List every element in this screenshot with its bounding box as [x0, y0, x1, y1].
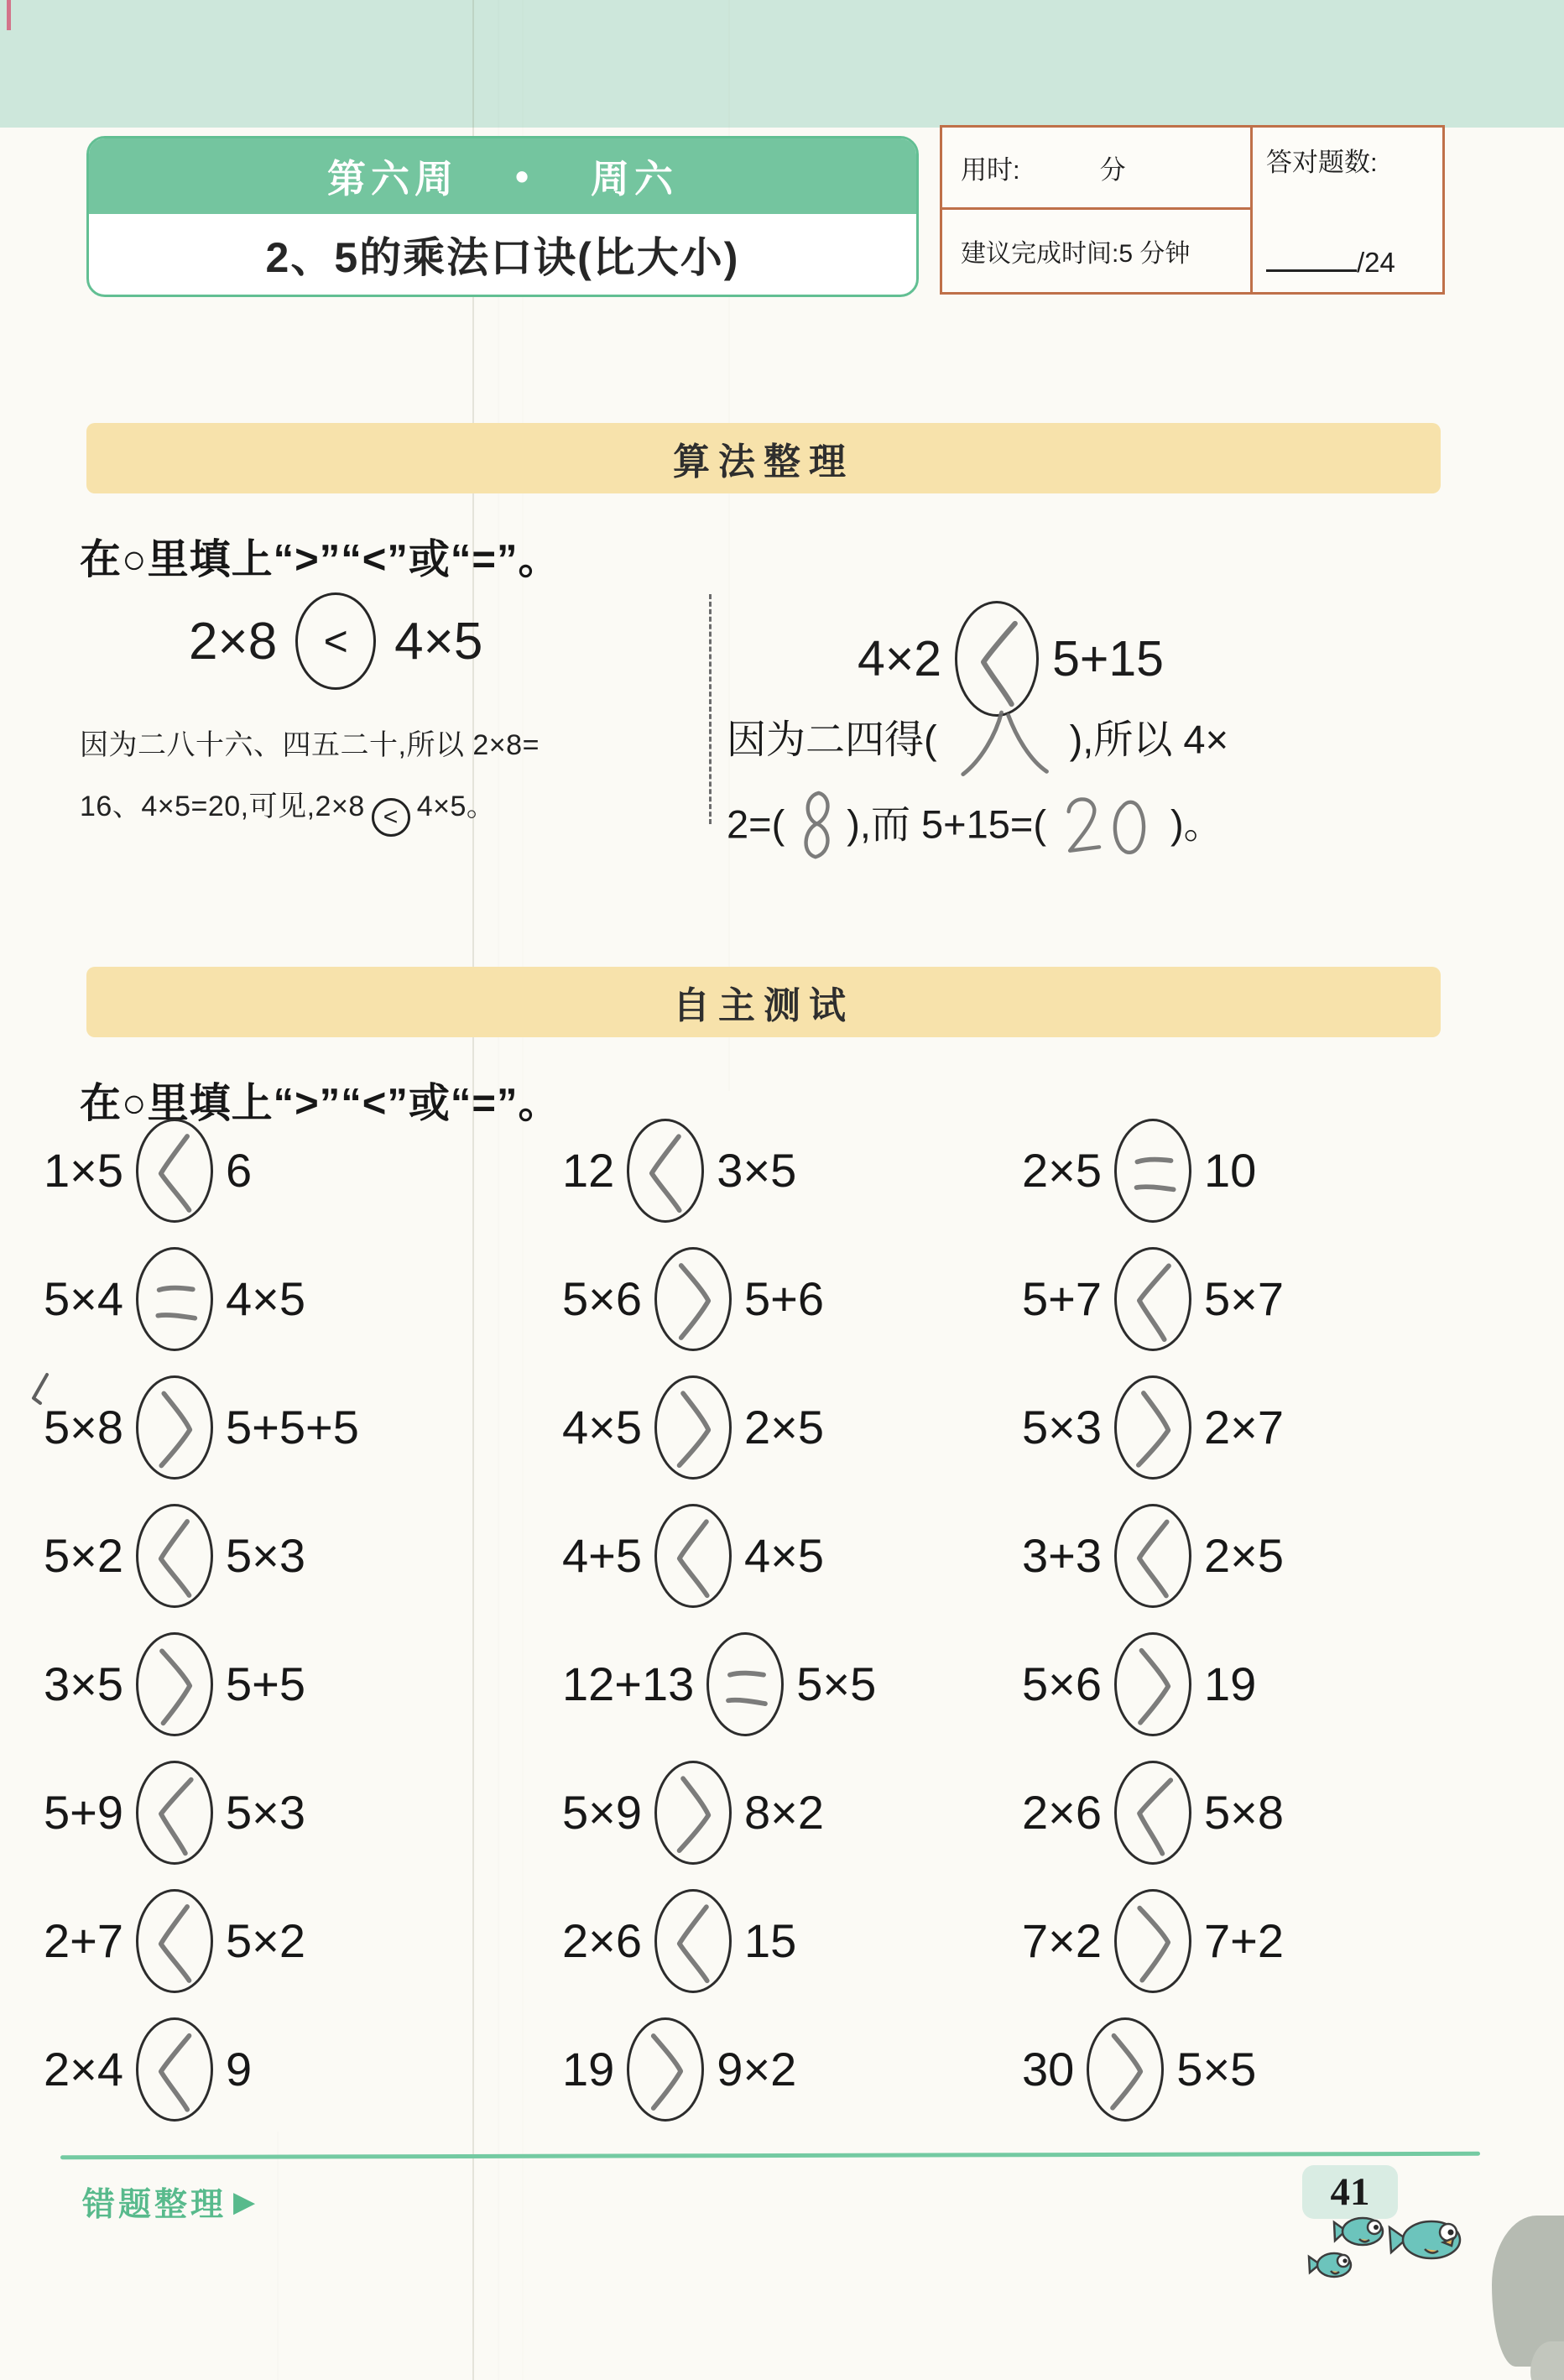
dot-separator: • [514, 154, 534, 198]
comparison-problem [44, 2017, 562, 2122]
right-expression: 2×5 [744, 1401, 824, 1454]
right-expression: 9×2 [717, 2043, 797, 2096]
right-expression: 5×7 [1204, 1272, 1284, 1325]
left-expression: 5×6 [562, 1272, 642, 1325]
comparison-problem [1022, 1119, 1529, 1223]
left-expression: 19 [562, 2043, 615, 2096]
right-expression: 9 [226, 2043, 253, 2096]
day-label: 周六 [591, 157, 679, 201]
wrong-problems-link [82, 2179, 255, 2226]
comparison-problem [1022, 1247, 1529, 1351]
page-number-badge: 41 [1302, 2165, 1398, 2219]
right-expression: 19 [1204, 1657, 1257, 1710]
explanation-line1: 因为二八十六、四五二十,所以 2×8= [80, 729, 540, 761]
comparison-problem [1022, 1375, 1529, 1480]
week-label: 第六周 [326, 157, 458, 201]
right-expression: 4×5 [744, 1529, 824, 1582]
score-total: /24 [1357, 247, 1395, 278]
left-expression: 5×2 [44, 1529, 123, 1582]
lesson-title-box [86, 136, 919, 297]
answer-circle-handwritten [627, 1119, 704, 1223]
wrong-problems-label: 错题整理 [82, 2187, 227, 2223]
left-expression: 4+5 [562, 1529, 642, 1582]
answer-circle-handwritten [136, 1375, 213, 1480]
torn-paper-corner [1492, 2216, 1564, 2367]
example-right-explanation [727, 702, 1557, 871]
answer-circle-handwritten [1114, 1247, 1191, 1351]
explanation-text: 2=( [727, 801, 785, 847]
left-expression: 5×3 [1022, 1401, 1102, 1454]
fish-illustration [1292, 2200, 1510, 2310]
right-expression: 15 [744, 1914, 797, 1967]
answer-circle-handwritten [136, 1247, 213, 1351]
answer-circle-handwritten [136, 1889, 213, 1993]
right-expression: 7+2 [1204, 1914, 1284, 1967]
comparison-problem [1022, 1889, 1529, 1993]
left-expression: 5×9 [562, 1786, 642, 1839]
explanation-text: 因为二四得( [727, 717, 937, 762]
comparison-problem [562, 2017, 1022, 2122]
comparison-problem [1022, 1632, 1529, 1736]
comparison-problem [44, 1375, 562, 1480]
answer-circle-handwritten [136, 1632, 213, 1736]
right-expression: 4×5 [226, 1272, 305, 1325]
answer-circle-handwritten [654, 1375, 732, 1480]
minutes-unit: 分 [1099, 155, 1126, 185]
instruction-selftest: 在○里填上“>”“<”或“=”。 [80, 1081, 560, 1126]
explanation-text: ),而 5+15=( [847, 801, 1046, 847]
left-expression: 30 [1022, 2043, 1075, 2096]
left-expression: 12+13 [562, 1657, 695, 1710]
answer-circle: < [295, 592, 376, 690]
left-expression: 12 [562, 1144, 615, 1197]
explanation-line2: 16、4×5=20,可见,2×8 [80, 791, 365, 823]
stray-pencil-mark [29, 1370, 62, 1412]
answer-circle-handwritten [136, 1119, 213, 1223]
score-entry [1266, 244, 1395, 279]
right-expression: 8×2 [744, 1786, 824, 1839]
left-expression: 4×2 [858, 631, 942, 686]
right-expression: 5×5 [796, 1657, 877, 1710]
left-expression: 5+9 [44, 1786, 123, 1839]
time-column [942, 128, 1253, 292]
answer-circle-handwritten [706, 1632, 784, 1736]
left-expression: 1×5 [44, 1144, 123, 1197]
comparison-problem [562, 1761, 1022, 1865]
comparison-problem [562, 1632, 1022, 1736]
left-expression: 3×5 [44, 1657, 123, 1710]
score-label: 答对题数: [1266, 148, 1378, 177]
score-blank-line [1266, 244, 1357, 272]
section-heading-algorithm: 算法整理 [86, 423, 1441, 493]
answer-circle-handwritten [654, 1889, 732, 1993]
time-used-row [942, 128, 1250, 210]
answer-circle-handwritten [1114, 1504, 1191, 1608]
answer-circle-handwritten [654, 1247, 732, 1351]
answer-circle-handwritten [136, 1504, 213, 1608]
left-expression: 2×6 [1022, 1786, 1102, 1839]
right-expression: 5×8 [1204, 1786, 1284, 1839]
explanation-line2-end: 4×5。 [416, 791, 496, 823]
right-expression: 2×5 [1204, 1529, 1284, 1582]
footer-divider-line [60, 2152, 1480, 2159]
comparison-problem [44, 1504, 562, 1608]
answer-circle-handwritten [654, 1761, 732, 1865]
comparison-problem [562, 1504, 1022, 1608]
comparison-problem [1022, 1761, 1529, 1865]
right-expression: 6 [226, 1144, 253, 1197]
example-right-formula [858, 601, 1164, 717]
comparison-problem [1022, 1504, 1529, 1608]
time-score-box [940, 125, 1445, 295]
answer-circle-handwritten [1114, 1889, 1191, 1993]
comparison-problem [562, 1375, 1022, 1480]
explanation-text: )。 [1170, 801, 1223, 847]
comparison-problem [562, 1889, 1022, 1993]
answer-circle-handwritten [955, 601, 1039, 717]
left-expression: 2×6 [562, 1914, 642, 1967]
left-expression: 4×5 [562, 1401, 642, 1454]
left-expression: 3+3 [1022, 1529, 1102, 1582]
scan-red-mark [7, 0, 11, 30]
suggested-time-row: 建议完成时间:5 分钟 [961, 240, 1191, 268]
right-expression: 5×5 [1176, 2043, 1257, 2096]
answer-circle-handwritten [627, 2017, 704, 2122]
lesson-title: 2、5的乘法口诀(比大小) [265, 234, 740, 281]
left-expression: 5×4 [44, 1272, 123, 1325]
week-day-banner [89, 138, 916, 214]
comparison-problem [44, 1761, 562, 1865]
comparison-problem [44, 1632, 562, 1736]
paper-crease [277, 2132, 279, 2380]
right-expression: 5+5 [226, 1657, 305, 1710]
example-divider [709, 594, 712, 824]
comparison-problem [44, 1119, 562, 1223]
right-expression: 5×3 [226, 1786, 305, 1839]
left-expression: 2×4 [44, 2043, 123, 2096]
mini-answer-circle: < [372, 798, 410, 837]
scan-top-band [0, 0, 1564, 128]
answer-circle-handwritten [136, 1761, 213, 1865]
right-expression: 4×5 [394, 612, 483, 671]
comparison-problem [562, 1247, 1022, 1351]
explanation-text: ),所以 4× [1069, 717, 1229, 762]
worked-examples [0, 587, 1564, 849]
left-expression: 5+7 [1022, 1272, 1102, 1325]
left-expression: 7×2 [1022, 1914, 1102, 1967]
section-heading-selftest: 自主测试 [86, 967, 1441, 1037]
time-used-label: 用时: [961, 155, 1020, 185]
right-expression: 5+15 [1052, 631, 1164, 686]
triangle-arrow-icon: ▶ [233, 2186, 256, 2218]
answer-circle-handwritten [1087, 2017, 1164, 2122]
left-expression: 5×8 [44, 1401, 123, 1454]
left-expression: 2+7 [44, 1914, 123, 1967]
right-expression: 5+6 [744, 1272, 824, 1325]
comparison-problem [44, 1247, 562, 1351]
instruction-algorithm: 在○里填上“>”“<”或“=”。 [80, 537, 560, 582]
example-left-formula [189, 592, 482, 690]
left-expression: 2×8 [189, 612, 278, 671]
answer-circle-handwritten [654, 1504, 732, 1608]
handwritten-answer [1050, 785, 1167, 870]
example-left-explanation [80, 715, 540, 838]
answer-circle-handwritten [1114, 1632, 1191, 1736]
answer-circle-handwritten [136, 2017, 213, 2122]
problem-grid [44, 1106, 1529, 2133]
right-expression: 10 [1204, 1144, 1257, 1197]
handwritten-answer [788, 784, 843, 871]
answer-circle-handwritten [1114, 1119, 1191, 1223]
left-expression: 5×6 [1022, 1657, 1102, 1710]
comparison-problem [562, 1119, 1022, 1223]
right-expression: 3×5 [717, 1144, 797, 1197]
answer-circle-handwritten [1114, 1761, 1191, 1865]
comparison-problem [44, 1889, 562, 1993]
right-expression: 2×7 [1204, 1401, 1284, 1454]
answer-circle-handwritten [1114, 1375, 1191, 1480]
score-column [1253, 128, 1442, 292]
right-expression: 5+5+5 [226, 1401, 359, 1454]
left-expression: 2×5 [1022, 1144, 1102, 1197]
comparison-problem [1022, 2017, 1529, 2122]
handwritten-answer [941, 702, 1066, 784]
right-expression: 5×2 [226, 1914, 305, 1967]
right-expression: 5×3 [226, 1529, 305, 1582]
